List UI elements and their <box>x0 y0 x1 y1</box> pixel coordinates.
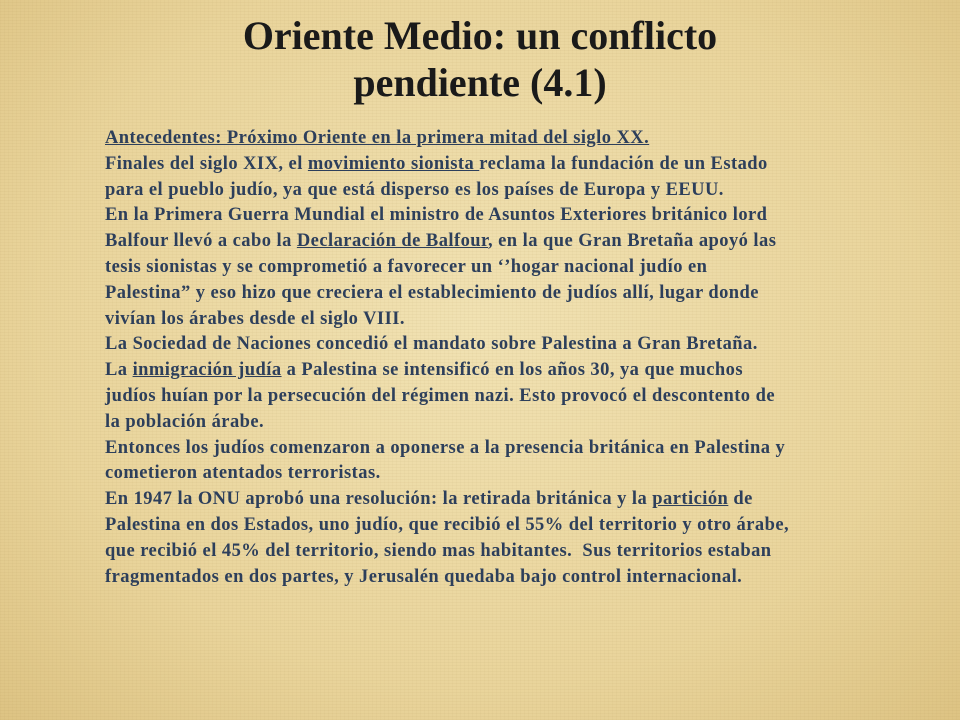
slide-title <box>180 12 780 106</box>
slide-body <box>105 126 915 590</box>
text-line: tesis sionistas y se comprometió a favorecer un ‘’hogar nacional judío en <box>105 256 708 277</box>
text-segment: reclama la fundación de un Estado <box>479 153 768 174</box>
text-line: fragmentados en dos partes, y Jerusalén quedaba bajo control internacional. <box>105 566 743 587</box>
link-inmigracion-judia[interactable]: inmigración judía <box>132 360 282 381</box>
section-heading: Antecedentes: Próximo Oriente en la primera mitad del siglo XX. <box>105 128 650 148</box>
text-line: Palestina” y eso hizo que creciera el establecimiento de judíos allí, lugar donde <box>105 282 759 303</box>
text-line: Entonces los judíos comenzaron a oponerse a la presencia británica en Palestina y <box>105 437 786 458</box>
text-line: vivían los árabes desde el siglo VIII. <box>105 308 405 329</box>
text-line: La Sociedad de Naciones concedió el mandato sobre Palestina a Gran Bretaña. <box>105 334 758 355</box>
text-line <box>105 358 915 384</box>
text-segment: Balfour llevó a cabo la <box>105 231 297 252</box>
text-line: que recibió el 45% del territorio, siendo mas habitantes. Sus territorios estaban <box>105 540 772 561</box>
link-declaracion-de-balfour[interactable]: Declaración de Balfour <box>296 231 488 252</box>
text-line: cometieron atentados terroristas. <box>105 463 381 484</box>
text-line: judíos huían por la persecución del régimen nazi. Esto provocó el descontento de <box>105 385 775 406</box>
text-line: Palestina en dos Estados, uno judío, que recibió el 55% del territorio y otro árabe, <box>105 514 790 535</box>
text-line <box>105 487 915 513</box>
text-line: En la Primera Guerra Mundial el ministro de Asuntos Exteriores británico lord <box>105 205 768 226</box>
title-line-1: Oriente Medio: un conflicto <box>242 13 718 58</box>
text-line <box>105 229 915 255</box>
link-movimiento-sionista[interactable]: movimiento sionista <box>307 153 480 174</box>
text-segment: En 1947 la ONU aprobó una resolución: la retirada británica y la <box>105 489 653 510</box>
text-line: la población árabe. <box>105 411 265 432</box>
title-line-2: pendiente (4.1) <box>353 60 607 105</box>
text-segment: Finales del siglo XIX, el <box>105 153 308 174</box>
text-line: para el pueblo judío, ya que está disperso es los países de Europa y EEUU. <box>105 179 724 200</box>
text-line <box>105 152 915 178</box>
link-particion[interactable]: partición <box>652 489 729 510</box>
text-segment: de <box>728 489 753 510</box>
text-segment: , en la que Gran Bretaña apoyó las <box>488 231 777 252</box>
text-segment: La <box>105 360 133 381</box>
text-segment: a Palestina se intensificó en los años 30, ya que muchos <box>281 360 744 381</box>
